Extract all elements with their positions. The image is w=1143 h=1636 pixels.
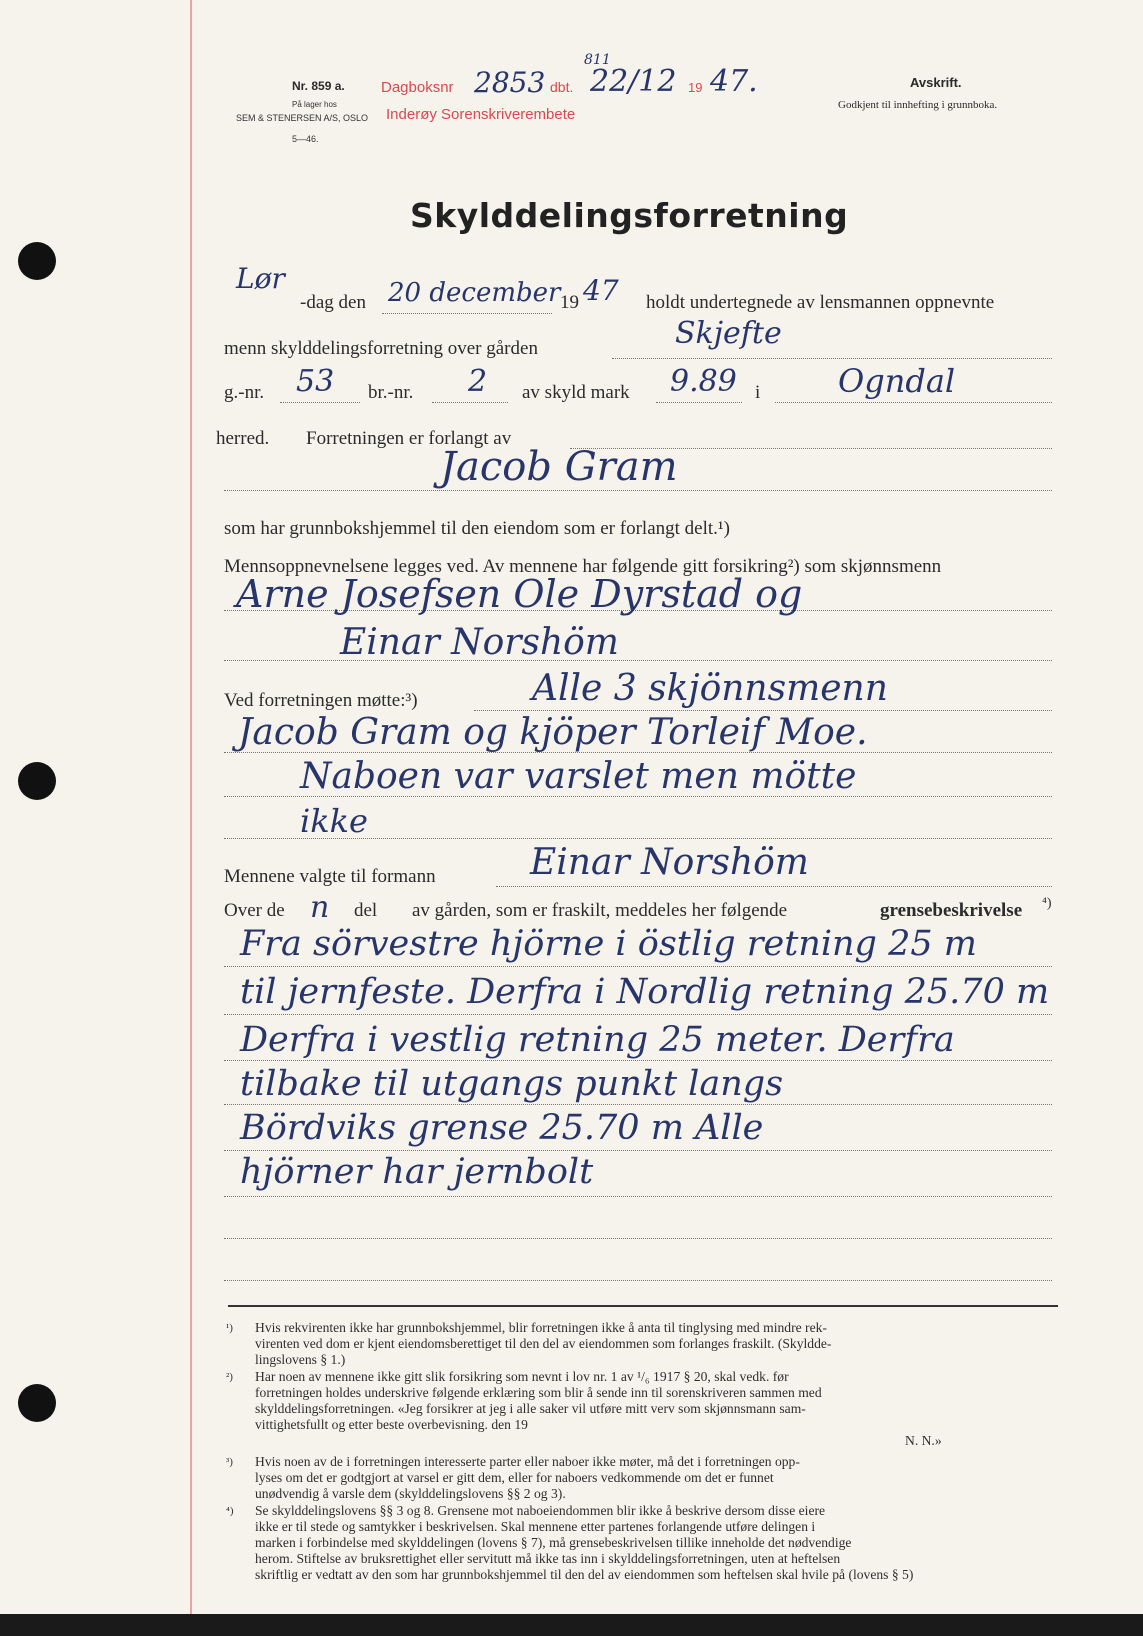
footnote-line: Hvis noen av de i forretningen interesserte parter eller naboer ikke møter, må det i forretningen opp- [255, 1454, 800, 1469]
form-text: i [755, 382, 761, 403]
punch-hole [18, 242, 56, 280]
punch-hole [18, 1384, 56, 1422]
bnr-value: 2 [468, 364, 488, 399]
document-title: Skylddelingsforretning [410, 196, 849, 235]
fill-line [224, 1060, 1052, 1061]
date-value: 20 december [388, 278, 561, 308]
punch-hole [18, 762, 56, 800]
footnote-sign: N. N.» [905, 1433, 942, 1448]
publisher-line: SEM & STENERSEN A/S, OSLO [236, 113, 369, 123]
form-text: del [354, 900, 378, 921]
fill-line [612, 358, 1052, 359]
footnote-number: ⁴) [226, 1505, 234, 1517]
divider [228, 1305, 1058, 1307]
year-value: 47 [583, 274, 619, 307]
fill-line [224, 1150, 1052, 1151]
publisher-line: 5—46. [292, 134, 319, 144]
copy-approval: Godkjent til innhefting i grunnboka. [838, 99, 998, 111]
requester-value: Jacob Gram [440, 444, 678, 490]
stamp-office: Inderøy Sorenskriverembete [386, 106, 576, 123]
form-text: br.-nr. [368, 382, 414, 403]
form-number: Nr. 859 a. [292, 79, 345, 93]
stamp-year-prefix: 19 [688, 80, 703, 95]
footnote-line: virenten ved dom er kjent eiendomsberettiget til den del av eiendommen som forlanges fraskilt. (Skyldde- [255, 1336, 832, 1351]
footnote-number: ³) [226, 1456, 233, 1468]
attended-value: Naboen var varslet men mötte [300, 756, 857, 797]
fill-line [224, 1196, 1052, 1197]
footnote-line: Se skylddelingslovens §§ 3 og 8. Grensene mot naboeiendommen blir ikke å beskrive dersom disse eiere [255, 1503, 826, 1518]
footnote-line: unødvendig å varsle dem (skylddelingslovens §§ 2 og 3). [255, 1486, 566, 1501]
form-text: av gården, som er fraskilt, meddeles her følgende [412, 900, 788, 921]
herred-value: Ogndal [838, 362, 956, 400]
form-text: Mennsoppnevnelsene legges ved. Av mennene har følgende gitt forsikring²) som skjønnsmenn [224, 556, 942, 577]
stamp-date: 22/12 [590, 64, 677, 99]
assessors-value: Arne Josefsen Ole Dyrstad og [236, 572, 803, 616]
chair-value: Einar Norshöm [530, 842, 809, 883]
assessors-value: Einar Norshöm [340, 622, 619, 663]
copy-label: Avskrift. [910, 75, 962, 90]
over-value: n [310, 890, 330, 925]
footnote-line: skylddelingsforretningen. «Jeg forsikrer at jeg i alle saker vil utføre mitt verv som skjønnsmann sam- [255, 1401, 806, 1416]
form-text: 19 [560, 292, 579, 313]
fill-line [474, 710, 1052, 711]
attended-value: Alle 3 skjönnsmenn [532, 668, 888, 709]
fill-line [224, 490, 1052, 491]
fill-line [224, 1014, 1052, 1015]
boundary-line: Derfra i vestlig retning 25 meter. Derfra [240, 1020, 955, 1060]
fill-line [224, 966, 1052, 967]
form-text: av skyld mark [522, 382, 630, 403]
footnote-line: ikke er til stede og samtykker i beskrivelsen. Skal mennene etter partenes forlangende utføre delingen i [255, 1519, 816, 1534]
weekday-value: Lør [236, 262, 285, 295]
boundary-line: hjörner har jernbolt [240, 1152, 594, 1192]
margin-line [190, 0, 192, 1614]
footnote-line: herom. Stiftelse av bruksrettighet eller servitutt må ikke tas inn i skylddelingsforretningen, uten at heftelsen [255, 1551, 841, 1566]
footnote-line: Har noen av mennene ikke gitt slik forsikring som nevnt i lov nr. 1 av ¹/₆ 1917 § 20, skal vedk. før [255, 1369, 789, 1384]
stamp-journal-label: Dagboksnr [381, 79, 454, 96]
fill-line [496, 886, 1052, 887]
form-text: herred. [216, 428, 270, 449]
form-text: holdt undertegnede av lensmannen oppnevnte [646, 292, 995, 313]
fill-line [280, 402, 360, 403]
footnote-line: forretningen holdes underskrive følgende erklæring som blir å sende inn til sorenskriveren sammen med [255, 1385, 822, 1400]
fill-line [382, 313, 552, 314]
publisher-line: På lager hos [292, 100, 337, 109]
fill-line [224, 1104, 1052, 1105]
boundary-line: til jernfeste. Derfra i Nordlig retning 25.70 m [240, 972, 1050, 1012]
fill-line [775, 402, 1052, 403]
gnr-value: 53 [296, 364, 335, 399]
stamp-superscript: 811 [584, 52, 611, 68]
footnote-line: marken i forbindelse med skylddelingen (lovens § 7), må grensebeskrivelsen tillike inneholde det nødvendige [255, 1535, 852, 1550]
form-text: Ved forretningen møtte:³) [224, 690, 418, 711]
form-text: g.-nr. [224, 382, 265, 403]
stamp-year: 47. [710, 64, 758, 99]
form-text: grensebeskrivelse [880, 900, 1023, 921]
footnote-number: ¹) [226, 1322, 233, 1334]
footnote-number: ²) [226, 1371, 233, 1383]
footnote-line: lyses om det er godtgjort at varsel er gitt dem, eller for naboers vedkommende om det er funnet [255, 1470, 774, 1485]
form-text: Mennene valgte til formann [224, 866, 436, 887]
form-text: ⁴) [1042, 896, 1052, 911]
fill-line [224, 1280, 1052, 1281]
mark-value: 9.89 [670, 364, 737, 399]
fill-line [224, 1238, 1052, 1239]
farm-value: Skjefte [675, 316, 782, 351]
fill-line [432, 402, 508, 403]
boundary-line: tilbake til utgangs punkt langs [240, 1064, 784, 1104]
attended-value: ikke [300, 802, 368, 840]
stamp-date-label: dbt. [550, 79, 574, 95]
form-text: Over de [224, 900, 285, 921]
footnote-line: skriftlig er vedtatt av den som har grunnbokshjemmel til den del av eiendommen som heftelsen skal hvile på (lovens § 5) [255, 1567, 914, 1582]
form-text: Forretningen er forlangt av [306, 428, 512, 449]
fill-line [656, 402, 742, 403]
boundary-line: Fra sörvestre hjörne i östlig retning 25 m [240, 924, 977, 964]
stamp-journal-number: 2853 [474, 66, 546, 99]
footnote-line: vittighetsfullt og etter beste overbevisning. den 19 [255, 1417, 528, 1432]
attended-value: Jacob Gram og kjöper Torleif Moe. [238, 712, 868, 753]
form-text: som har grunnbokshjemmel til den eiendom som er forlangt delt.¹) [224, 518, 730, 539]
footnote-line: Hvis rekvirenten ikke har grunnbokshjemmel, blir forretningen ikke å anta til tinglysing med mindre rek- [255, 1320, 827, 1335]
form-text: -dag den [300, 292, 366, 313]
boundary-line: Bördviks grense 25.70 m Alle [240, 1108, 764, 1148]
form-text: menn skylddelingsforretning over gården [224, 338, 538, 359]
footnote-line: lingslovens § 1.) [255, 1352, 346, 1367]
